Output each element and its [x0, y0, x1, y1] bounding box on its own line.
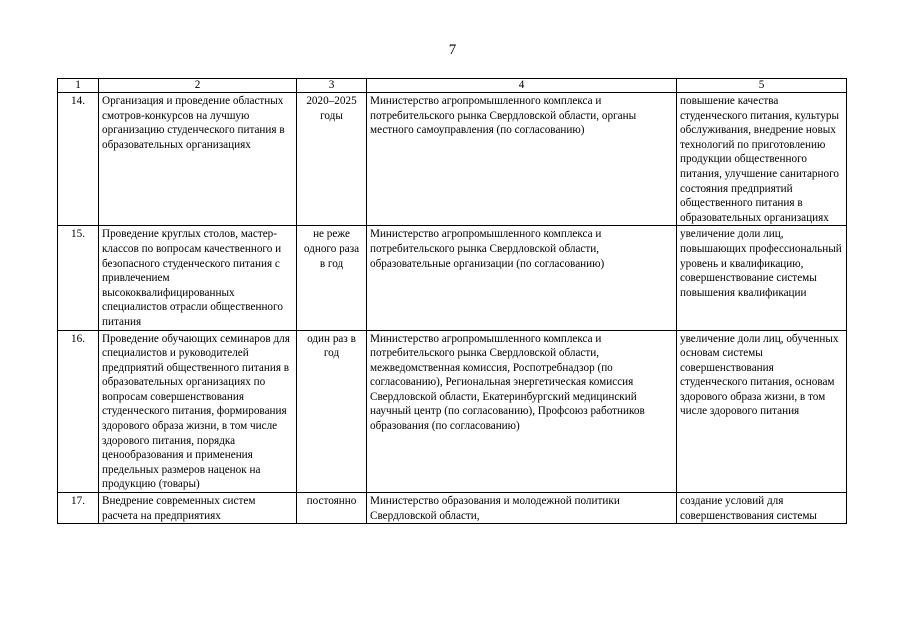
table-row [58, 93, 847, 226]
table-row [58, 226, 847, 330]
column-header: 3 [297, 79, 367, 93]
column-header: 4 [367, 79, 677, 93]
term-cell: 2020–2025 годы [297, 93, 367, 226]
row-number: 16. [58, 330, 99, 493]
result-cell: создание условий для совершенствования системы [677, 493, 847, 524]
measures-table [57, 78, 847, 524]
row-number: 17. [58, 493, 99, 524]
result-cell: увеличение доли лиц, повышающих профессиональный уровень и квалификацию, совершенствование системы повышения квалификации [677, 226, 847, 330]
column-header: 5 [677, 79, 847, 93]
event-cell: Проведение обучающих семинаров для специалистов и руководителей предприятий общественного питания в образовательных организациях по вопросам совершенствования студенческого питания, формирования здорового образа жизни, в том числе здорового питания, порядка ценообразования и применения предельных размеров наценок на продукцию (товары) [99, 330, 297, 493]
executors-cell: Министерство агропромышленного комплекса и потребительского рынка Свердловской области, органы местного самоуправления (по согласованию) [367, 93, 677, 226]
result-cell: повышение качества студенческого питания, культуры обслуживания, внедрение новых технологий по приготовлению продукции общественного питания, улучшение санитарного состояния предприятий общественного питания в образовательных организациях [677, 93, 847, 226]
column-header: 1 [58, 79, 99, 93]
result-cell: увеличение доли лиц, обученных основам системы совершенствования студенческого питания, основам здорового образа жизни, в том числе здорового питания [677, 330, 847, 493]
table-row [58, 330, 847, 493]
table-row [58, 493, 847, 524]
executors-cell: Министерство образования и молодежной политики Свердловской области, [367, 493, 677, 524]
row-number: 15. [58, 226, 99, 330]
page-number: 7 [448, 42, 457, 58]
event-cell: Проведение круглых столов, мастер-классов по вопросам качественного и безопасного студенческого питания с привлечением высококвалифицированных специалистов отрасли общественного питания [99, 226, 297, 330]
column-header: 2 [99, 79, 297, 93]
term-cell: постоянно [297, 493, 367, 524]
executors-cell: Министерство агропромышленного комплекса и потребительского рынка Свердловской области, межведомственная комиссия, Роспотребнадзор (по согласованию), Региональная энергетическая комиссия Свердловской области, Екатеринбургский медицинский научный центр (по согласованию), Профсоюз работников образования (по согласованию) [367, 330, 677, 493]
event-cell: Организация и проведение областных смотров-конкурсов на лучшую организацию студенческого питания в образовательных организациях [99, 93, 297, 226]
term-cell: один раз в год [297, 330, 367, 493]
executors-cell: Министерство агропромышленного комплекса и потребительского рынка Свердловской области, образовательные организации (по согласованию) [367, 226, 677, 330]
row-number: 14. [58, 93, 99, 226]
event-cell: Внедрение современных систем расчета на предприятиях [99, 493, 297, 524]
column-number-row [58, 79, 847, 93]
term-cell: не реже одного раза в год [297, 226, 367, 330]
